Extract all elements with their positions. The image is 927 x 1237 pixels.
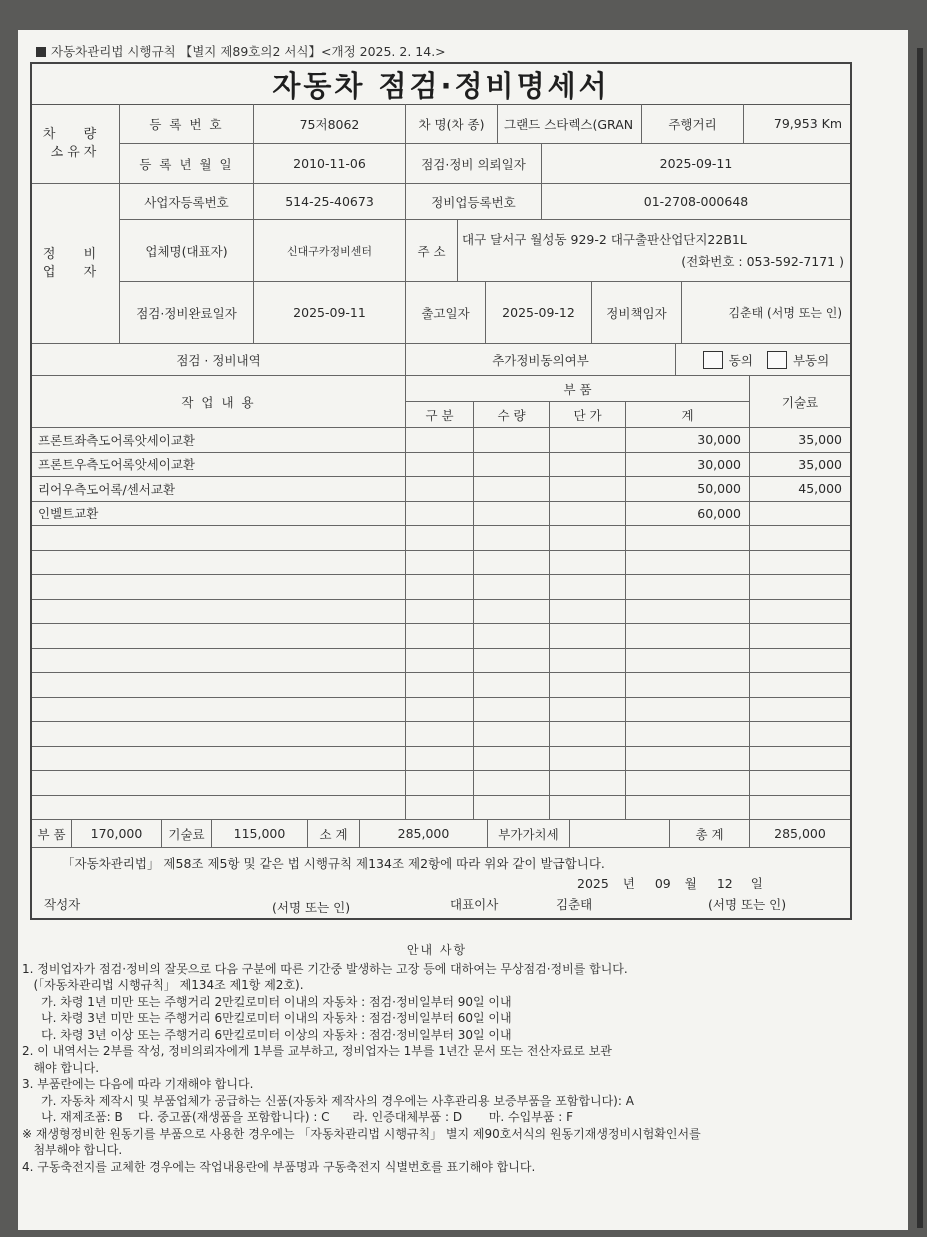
work-row-unit-cell — [550, 796, 626, 821]
work-row-work-cell — [32, 624, 406, 649]
parts-label: 부 품 — [406, 376, 750, 402]
work-row-work-cell — [32, 747, 406, 772]
work-row-unit-cell — [550, 771, 626, 796]
work-row-sum-cell — [626, 551, 750, 576]
biz-no-label: 사업자등록번호 — [120, 184, 254, 220]
work-row-kind-cell — [406, 575, 474, 600]
work-row-qty-cell — [474, 477, 550, 502]
release-date-value: 2025-09-12 — [486, 282, 592, 344]
issue-date — [577, 874, 763, 892]
work-row-qty-cell — [474, 428, 550, 453]
notice-line: 1. 정비업자가 점검·정비의 잘못으로 다음 구분에 따른 기간중 발생하는 고장 등에 대하여는 무상점검·정비를 합니다. — [22, 961, 628, 976]
work-row-unit-cell — [550, 722, 626, 747]
reg-date-value: 2010-11-06 — [254, 144, 406, 184]
work-row-unit-cell — [550, 649, 626, 674]
square-bullet-icon — [36, 47, 46, 57]
done-date-label: 점검·정비완료일자 — [120, 282, 254, 344]
qty-label: 수 량 — [474, 402, 550, 428]
month-unit: 월 — [684, 876, 697, 891]
labor-total-value: 115,000 — [212, 820, 308, 848]
request-date-label: 점검·정비 의뢰일자 — [406, 144, 542, 184]
phone-value: (전화번호 : 053-592-7171 ) — [681, 253, 844, 269]
work-row-qty-cell — [474, 771, 550, 796]
reg-date-label: 등 록 년 월 일 — [120, 144, 254, 184]
shop-reg-no-value: 01-2708-000648 — [542, 184, 850, 220]
address-cell — [458, 220, 850, 282]
work-row-labor-cell — [750, 526, 850, 551]
work-row-qty-cell — [474, 673, 550, 698]
work-row-sum-cell — [626, 722, 750, 747]
notice-line: 첨부해야 합니다. — [22, 1143, 123, 1157]
work-row-labor-cell — [750, 747, 850, 772]
owner-section-label — [32, 104, 120, 184]
notice-line: ※ 재생형정비한 원동기를 부품으로 사용한 경우에는 「자동차관리법 시행규칙」 별지 제90호서식의 원동기재생정비시험확인서를 — [22, 1126, 701, 1141]
request-date-value: 2025-09-11 — [542, 144, 850, 184]
shop-section-label — [32, 184, 120, 344]
biz-no-value: 514-25-40673 — [254, 184, 406, 220]
work-row-work-cell: 프론트우측도어록앗세이교환 — [32, 453, 406, 478]
work-row-kind-cell — [406, 649, 474, 674]
work-row-labor-cell — [750, 722, 850, 747]
shop-name-value: 신대구카정비센터 — [254, 220, 406, 282]
parts-total-label: 부 품 — [32, 820, 72, 848]
issue-day: 12 — [716, 876, 733, 891]
work-row-unit-cell — [550, 428, 626, 453]
vat-label: 부가가치세 — [488, 820, 570, 848]
work-row-kind-cell — [406, 428, 474, 453]
shop-section-label-2: 업 자 — [42, 264, 109, 280]
mileage-label: 주행거리 — [642, 104, 744, 144]
parts-total-value: 170,000 — [72, 820, 162, 848]
work-row-labor-cell — [750, 673, 850, 698]
work-row-unit-cell — [550, 502, 626, 527]
work-row-work-cell — [32, 600, 406, 625]
address-value: 대구 달서구 월성동 929-2 대구출판산업단지22B1L — [462, 231, 747, 247]
manager-label: 정비책임자 — [592, 282, 682, 344]
notice-line: 3. 부품란에는 다음에 따라 기재해야 합니다. — [22, 1077, 254, 1091]
work-row-sum-cell — [626, 575, 750, 600]
writer-label: 작성자 — [44, 897, 81, 912]
work-row-work-cell — [32, 575, 406, 600]
ceo-sign: (서명 또는 인) — [708, 897, 787, 912]
work-row-labor-cell — [750, 771, 850, 796]
labor-label: 기술료 — [750, 376, 850, 428]
disagree-checkbox[interactable] — [767, 351, 787, 369]
work-row-qty-cell — [474, 722, 550, 747]
work-row-unit-cell — [550, 575, 626, 600]
work-row-kind-cell — [406, 502, 474, 527]
notice-line: 나. 차령 3년 미만 또는 주행거리 6만킬로미터 이내의 자동차 : 점검·정비일부터 60일 이내 — [22, 1011, 512, 1025]
work-row-kind-cell — [406, 453, 474, 478]
work-row-sum-cell — [626, 698, 750, 723]
document-title: 자동차 점검·정비명세서 — [32, 64, 850, 105]
work-row-kind-cell — [406, 624, 474, 649]
work-row-kind-cell — [406, 526, 474, 551]
shop-name-label: 업체명(대표자) — [120, 220, 254, 282]
work-row-labor-cell — [750, 502, 850, 527]
work-row-labor-cell — [750, 600, 850, 625]
shop-reg-no-label: 정비업등록번호 — [406, 184, 542, 220]
ceo-label: 대표이사 — [450, 897, 499, 912]
work-row-qty-cell — [474, 575, 550, 600]
work-row-sum-cell: 30,000 — [626, 428, 750, 453]
model-value: 그랜드 스타렉스(GRAN — [498, 104, 642, 144]
work-row-labor-cell — [750, 698, 850, 723]
work-row-qty-cell — [474, 624, 550, 649]
work-row-sum-cell — [626, 747, 750, 772]
agree-label: 동의 — [728, 352, 753, 368]
agree-checkbox[interactable] — [703, 351, 723, 369]
work-row-sum-cell — [626, 673, 750, 698]
consent-label: 추가정비동의여부 — [406, 344, 676, 376]
ceo-name: 김춘태 — [556, 897, 593, 912]
work-row-unit-cell — [550, 551, 626, 576]
work-row-unit-cell — [550, 747, 626, 772]
work-row-work-cell: 인벨트교환 — [32, 502, 406, 527]
reg-no-value: 75저8062 — [254, 104, 406, 144]
work-label: 작 업 내 용 — [32, 376, 406, 428]
work-row-kind-cell — [406, 673, 474, 698]
work-row-labor-cell: 35,000 — [750, 453, 850, 478]
work-row-qty-cell — [474, 796, 550, 821]
work-row-kind-cell — [406, 698, 474, 723]
work-row-qty-cell — [474, 551, 550, 576]
reg-no-label: 등 록 번 호 — [120, 104, 254, 144]
work-row-sum-cell: 50,000 — [626, 477, 750, 502]
work-row-sum-cell — [626, 600, 750, 625]
subtotal-label: 소 계 — [308, 820, 360, 848]
form-header — [36, 42, 446, 60]
work-row-unit-cell — [550, 673, 626, 698]
work-row-kind-cell — [406, 722, 474, 747]
notice-line: (「자동차관리법 시행규칙」 제134조 제1항 제2호). — [22, 978, 304, 992]
work-row-kind-cell — [406, 796, 474, 821]
work-row-labor-cell: 45,000 — [750, 477, 850, 502]
notice-title: 안내 사항 — [406, 943, 468, 957]
issue-statement: 「자동차관리법」 제58조 제5항 및 같은 법 시행규칙 제134조 제2항에 따라 위와 같이 발급합니다. — [62, 856, 605, 871]
work-row-qty-cell — [474, 747, 550, 772]
work-row-qty-cell — [474, 600, 550, 625]
work-row-qty-cell — [474, 502, 550, 527]
work-row-kind-cell — [406, 477, 474, 502]
labor-total-label: 기술료 — [162, 820, 212, 848]
notice-line: 4. 구동축전지를 교체한 경우에는 작업내용란에 부품명과 구동축전지 식별번호를 표기해야 합니다. — [22, 1159, 536, 1174]
issue-month: 09 — [654, 876, 671, 891]
work-row-work-cell — [32, 673, 406, 698]
work-row-sum-cell — [626, 771, 750, 796]
work-row-labor-cell — [750, 575, 850, 600]
consent-options — [676, 344, 850, 376]
inspection-form — [30, 62, 852, 920]
sum-label: 계 — [626, 402, 750, 428]
notice-line: 가. 자동차 제작시 및 부품업체가 공급하는 신품(자동차 제작사의 경우에는 사후관리용 보증부품을 포함합니다): A — [22, 1093, 634, 1108]
owner-section-label-1: 차 량 — [42, 126, 109, 142]
work-row-unit-cell — [550, 453, 626, 478]
notice-lines — [22, 961, 852, 1176]
form-header-text: 자동차관리법 시행규칙 【별지 제89호의2 서식】<개정 2025. 2. 14.> — [51, 44, 446, 59]
work-row-qty-cell — [474, 453, 550, 478]
shop-section-label-1: 정 비 — [42, 246, 109, 262]
done-date-value: 2025-09-11 — [254, 282, 406, 344]
work-row-qty-cell — [474, 698, 550, 723]
notice-line: 가. 차령 1년 미만 또는 주행거리 2만킬로미터 이내의 자동차 : 점검·정비일부터 90일 이내 — [22, 994, 512, 1009]
work-row-unit-cell — [550, 477, 626, 502]
year-unit: 년 — [622, 876, 635, 891]
work-row-qty-cell — [474, 649, 550, 674]
work-row-unit-cell — [550, 624, 626, 649]
work-row-kind-cell — [406, 747, 474, 772]
vat-value — [570, 820, 670, 848]
manager-value: 김춘태 (서명 또는 인) — [682, 282, 850, 344]
kind-label: 구 분 — [406, 402, 474, 428]
notice-line: 2. 이 내역서는 2부를 작성, 정비의뢰자에게 1부를 교부하고, 정비업자는 1부를 1년간 문서 또는 전산자료로 보관 — [22, 1044, 612, 1058]
work-row-sum-cell — [626, 624, 750, 649]
work-row-sum-cell — [626, 796, 750, 821]
work-row-work-cell — [32, 551, 406, 576]
notice-line: 다. 차령 3년 이상 또는 주행거리 6만킬로미터 이상의 자동차 : 점검·정비일부터 30일 이내 — [22, 1027, 512, 1042]
notice-line: 나. 재제조품: B 다. 중고품(재생품을 포함합니다) : C 라. 인증대체부품 : D 마. 수입부품 : F — [22, 1110, 574, 1124]
work-row-work-cell — [32, 649, 406, 674]
model-label: 차 명(차 종) — [406, 104, 498, 144]
work-row-labor-cell — [750, 551, 850, 576]
work-row-labor-cell — [750, 796, 850, 821]
writer-sign: (서명 또는 인) — [272, 900, 351, 915]
notice-line: 해야 합니다. — [22, 1060, 100, 1075]
day-unit: 일 — [750, 876, 763, 891]
subtotal-value: 285,000 — [360, 820, 488, 848]
address-label: 주 소 — [406, 220, 458, 282]
total-label: 총 계 — [670, 820, 750, 848]
work-row-labor-cell: 35,000 — [750, 428, 850, 453]
issue-year: 2025 — [577, 876, 609, 891]
work-row-unit-cell — [550, 600, 626, 625]
mileage-value: 79,953 Km — [744, 104, 850, 144]
work-row-sum-cell — [626, 526, 750, 551]
work-row-work-cell: 리어우측도어록/센서교환 — [32, 477, 406, 502]
work-row-unit-cell — [550, 698, 626, 723]
work-row-work-cell — [32, 698, 406, 723]
owner-section-label-2: 소유자 — [50, 144, 101, 160]
work-row-sum-cell — [626, 649, 750, 674]
work-row-kind-cell — [406, 600, 474, 625]
work-row-labor-cell — [750, 624, 850, 649]
work-row-sum-cell: 60,000 — [626, 502, 750, 527]
work-row-work-cell — [32, 796, 406, 821]
work-row-kind-cell — [406, 551, 474, 576]
work-row-sum-cell: 30,000 — [626, 453, 750, 478]
disagree-label: 부동의 — [792, 352, 830, 368]
total-value: 285,000 — [750, 820, 850, 848]
work-row-kind-cell — [406, 771, 474, 796]
work-row-unit-cell — [550, 526, 626, 551]
paper-edge-shadow — [917, 48, 923, 1228]
work-row-work-cell — [32, 526, 406, 551]
notice-section — [22, 942, 852, 1175]
release-date-label: 출고일자 — [406, 282, 486, 344]
work-row-labor-cell — [750, 649, 850, 674]
work-row-work-cell: 프론트좌측도어록앗세이교환 — [32, 428, 406, 453]
details-label: 점검 · 정비내역 — [32, 344, 406, 376]
unit-label: 단 가 — [550, 402, 626, 428]
work-row-work-cell — [32, 771, 406, 796]
work-row-work-cell — [32, 722, 406, 747]
work-row-qty-cell — [474, 526, 550, 551]
